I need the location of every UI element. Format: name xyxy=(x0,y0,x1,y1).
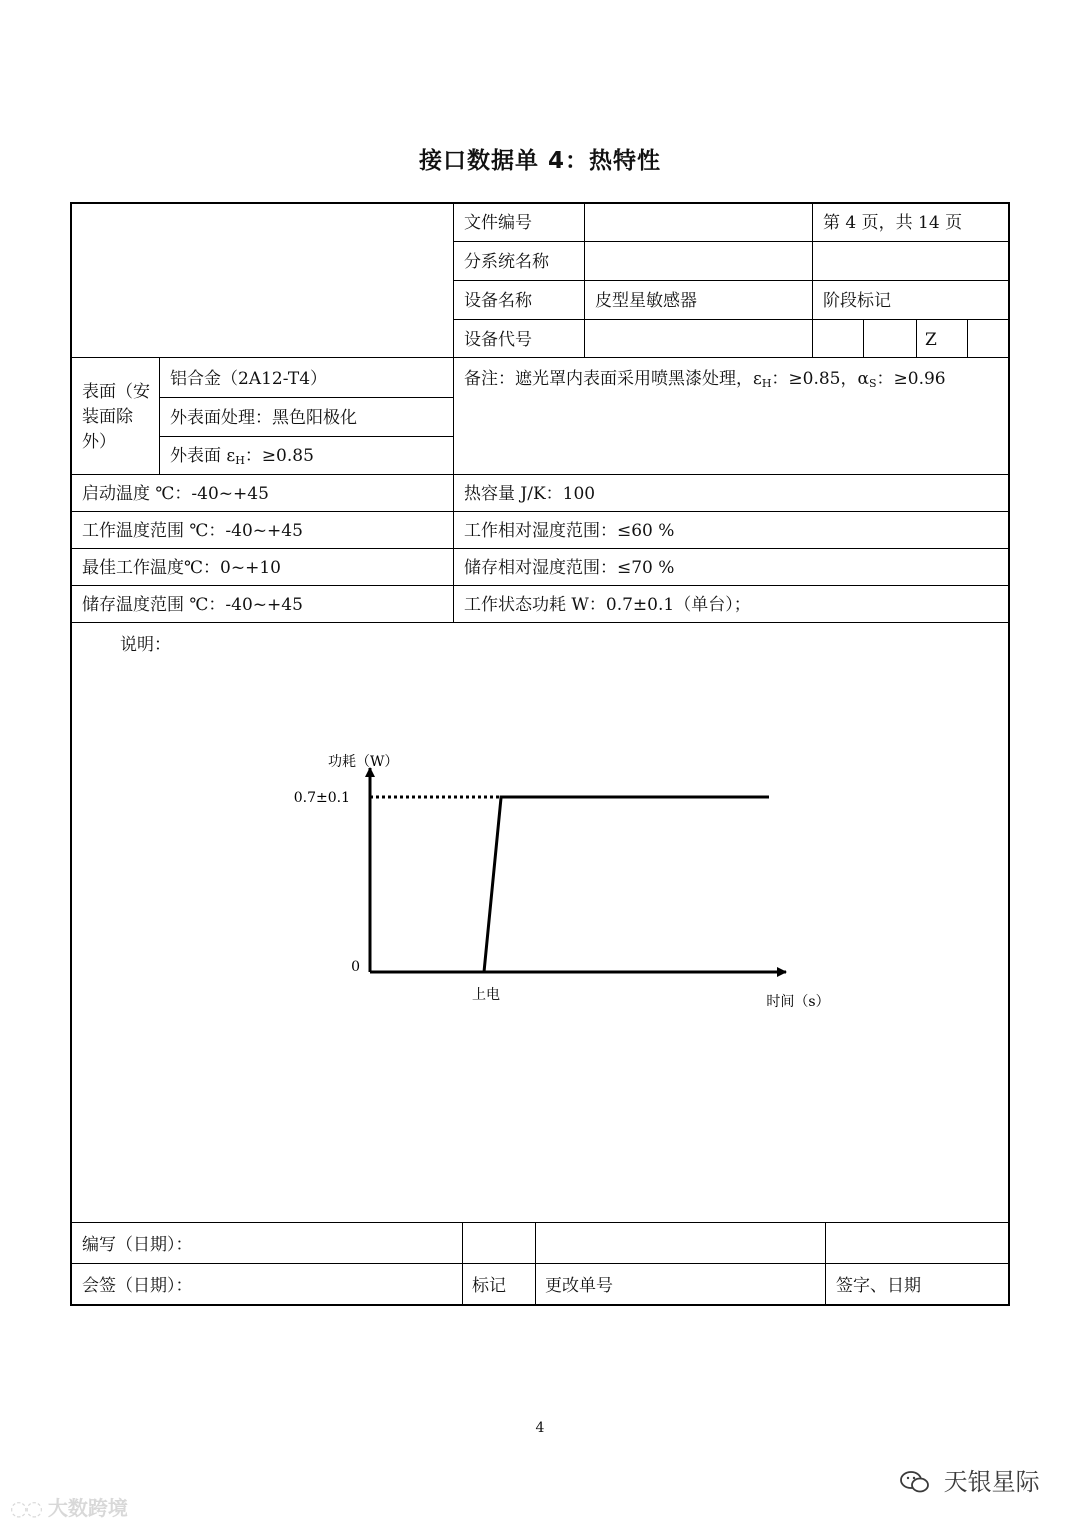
watermark-right-text: 天银星际 xyxy=(943,1468,1040,1496)
remark-suffix: ：≥0.96 xyxy=(876,369,946,389)
surface-emissivity xyxy=(170,445,314,472)
stage-mark-label: 阶段标记 xyxy=(823,291,891,311)
y-tick-label-power: 0.7±0.1 xyxy=(293,790,350,806)
description-label: 说明： xyxy=(120,635,171,655)
storage-humidity-range: 储存相对湿度范围：≤70 % xyxy=(464,558,675,578)
emissivity-subscript: H xyxy=(235,454,245,467)
watermark-left-text: 大数跨境 xyxy=(47,1496,128,1520)
y-axis-label: 功耗（W） xyxy=(328,754,399,770)
subsystem-name-label: 分系统名称 xyxy=(464,252,549,272)
storage-temperature-range: 储存温度范围 ℃：-40~+45 xyxy=(82,595,303,615)
surface-label: 表面（安装面除外） xyxy=(82,382,150,452)
device-code-label: 设备代号 xyxy=(464,330,532,350)
watermark-left xyxy=(10,1492,128,1521)
start-temperature: 启动温度 ℃：-40~+45 xyxy=(82,484,269,504)
sign-date-label: 签字、日期 xyxy=(836,1276,921,1296)
emissivity-suffix: ：≥0.85 xyxy=(244,446,314,466)
device-name-label: 设备名称 xyxy=(464,291,532,311)
stage-value: Z xyxy=(925,330,937,350)
mark-label: 标记 xyxy=(472,1276,506,1296)
power-time-chart xyxy=(280,740,840,1020)
file-number-label: 文件编号 xyxy=(464,213,532,233)
remark-prefix: 备注：遮光罩内表面采用喷黑漆处理，ε xyxy=(464,369,762,389)
device-name-value: 皮型星敏感器 xyxy=(595,291,697,311)
watermark-logo-icon: ◌◌ xyxy=(10,1496,41,1520)
working-power: 工作状态功耗 W：0.7±0.1（单台）； xyxy=(464,595,751,615)
surface-remark xyxy=(464,368,946,395)
x-axis-label: 时间（s） xyxy=(766,994,830,1010)
emissivity-prefix: 外表面 ε xyxy=(170,446,236,466)
remark-subscript-h: H xyxy=(761,377,772,390)
power-series-line xyxy=(370,797,769,972)
surface-material: 铝合金（2A12-T4） xyxy=(170,369,328,389)
countersign-date-label: 会签（日期）： xyxy=(82,1276,193,1296)
page-info: 第 4 页，共 14 页 xyxy=(823,213,963,233)
heat-capacity: 热容量 J/K：100 xyxy=(464,484,596,504)
wechat-icon xyxy=(900,1471,930,1493)
y-tick-label-zero: 0 xyxy=(351,959,360,975)
x-tick-label-power-on: 上电 xyxy=(472,987,500,1003)
watermark-right xyxy=(900,1462,1040,1497)
surface-treatment: 外表面处理：黑色阳极化 xyxy=(170,408,357,428)
written-date-label: 编写（日期）： xyxy=(82,1235,193,1255)
change-number-label: 更改单号 xyxy=(545,1276,613,1296)
work-temperature-range: 工作温度范围 ℃：-40~+45 xyxy=(82,521,303,541)
work-humidity-range: 工作相对湿度范围：≤60 % xyxy=(464,521,675,541)
page-number: 4 xyxy=(535,1420,545,1436)
best-work-temperature: 最佳工作温度℃：0~+10 xyxy=(82,558,281,578)
remark-middle: ：≥0.85，α xyxy=(771,369,869,389)
document-title: 接口数据单 4：热特性 xyxy=(418,148,661,174)
remark-subscript-s: S xyxy=(868,377,877,390)
